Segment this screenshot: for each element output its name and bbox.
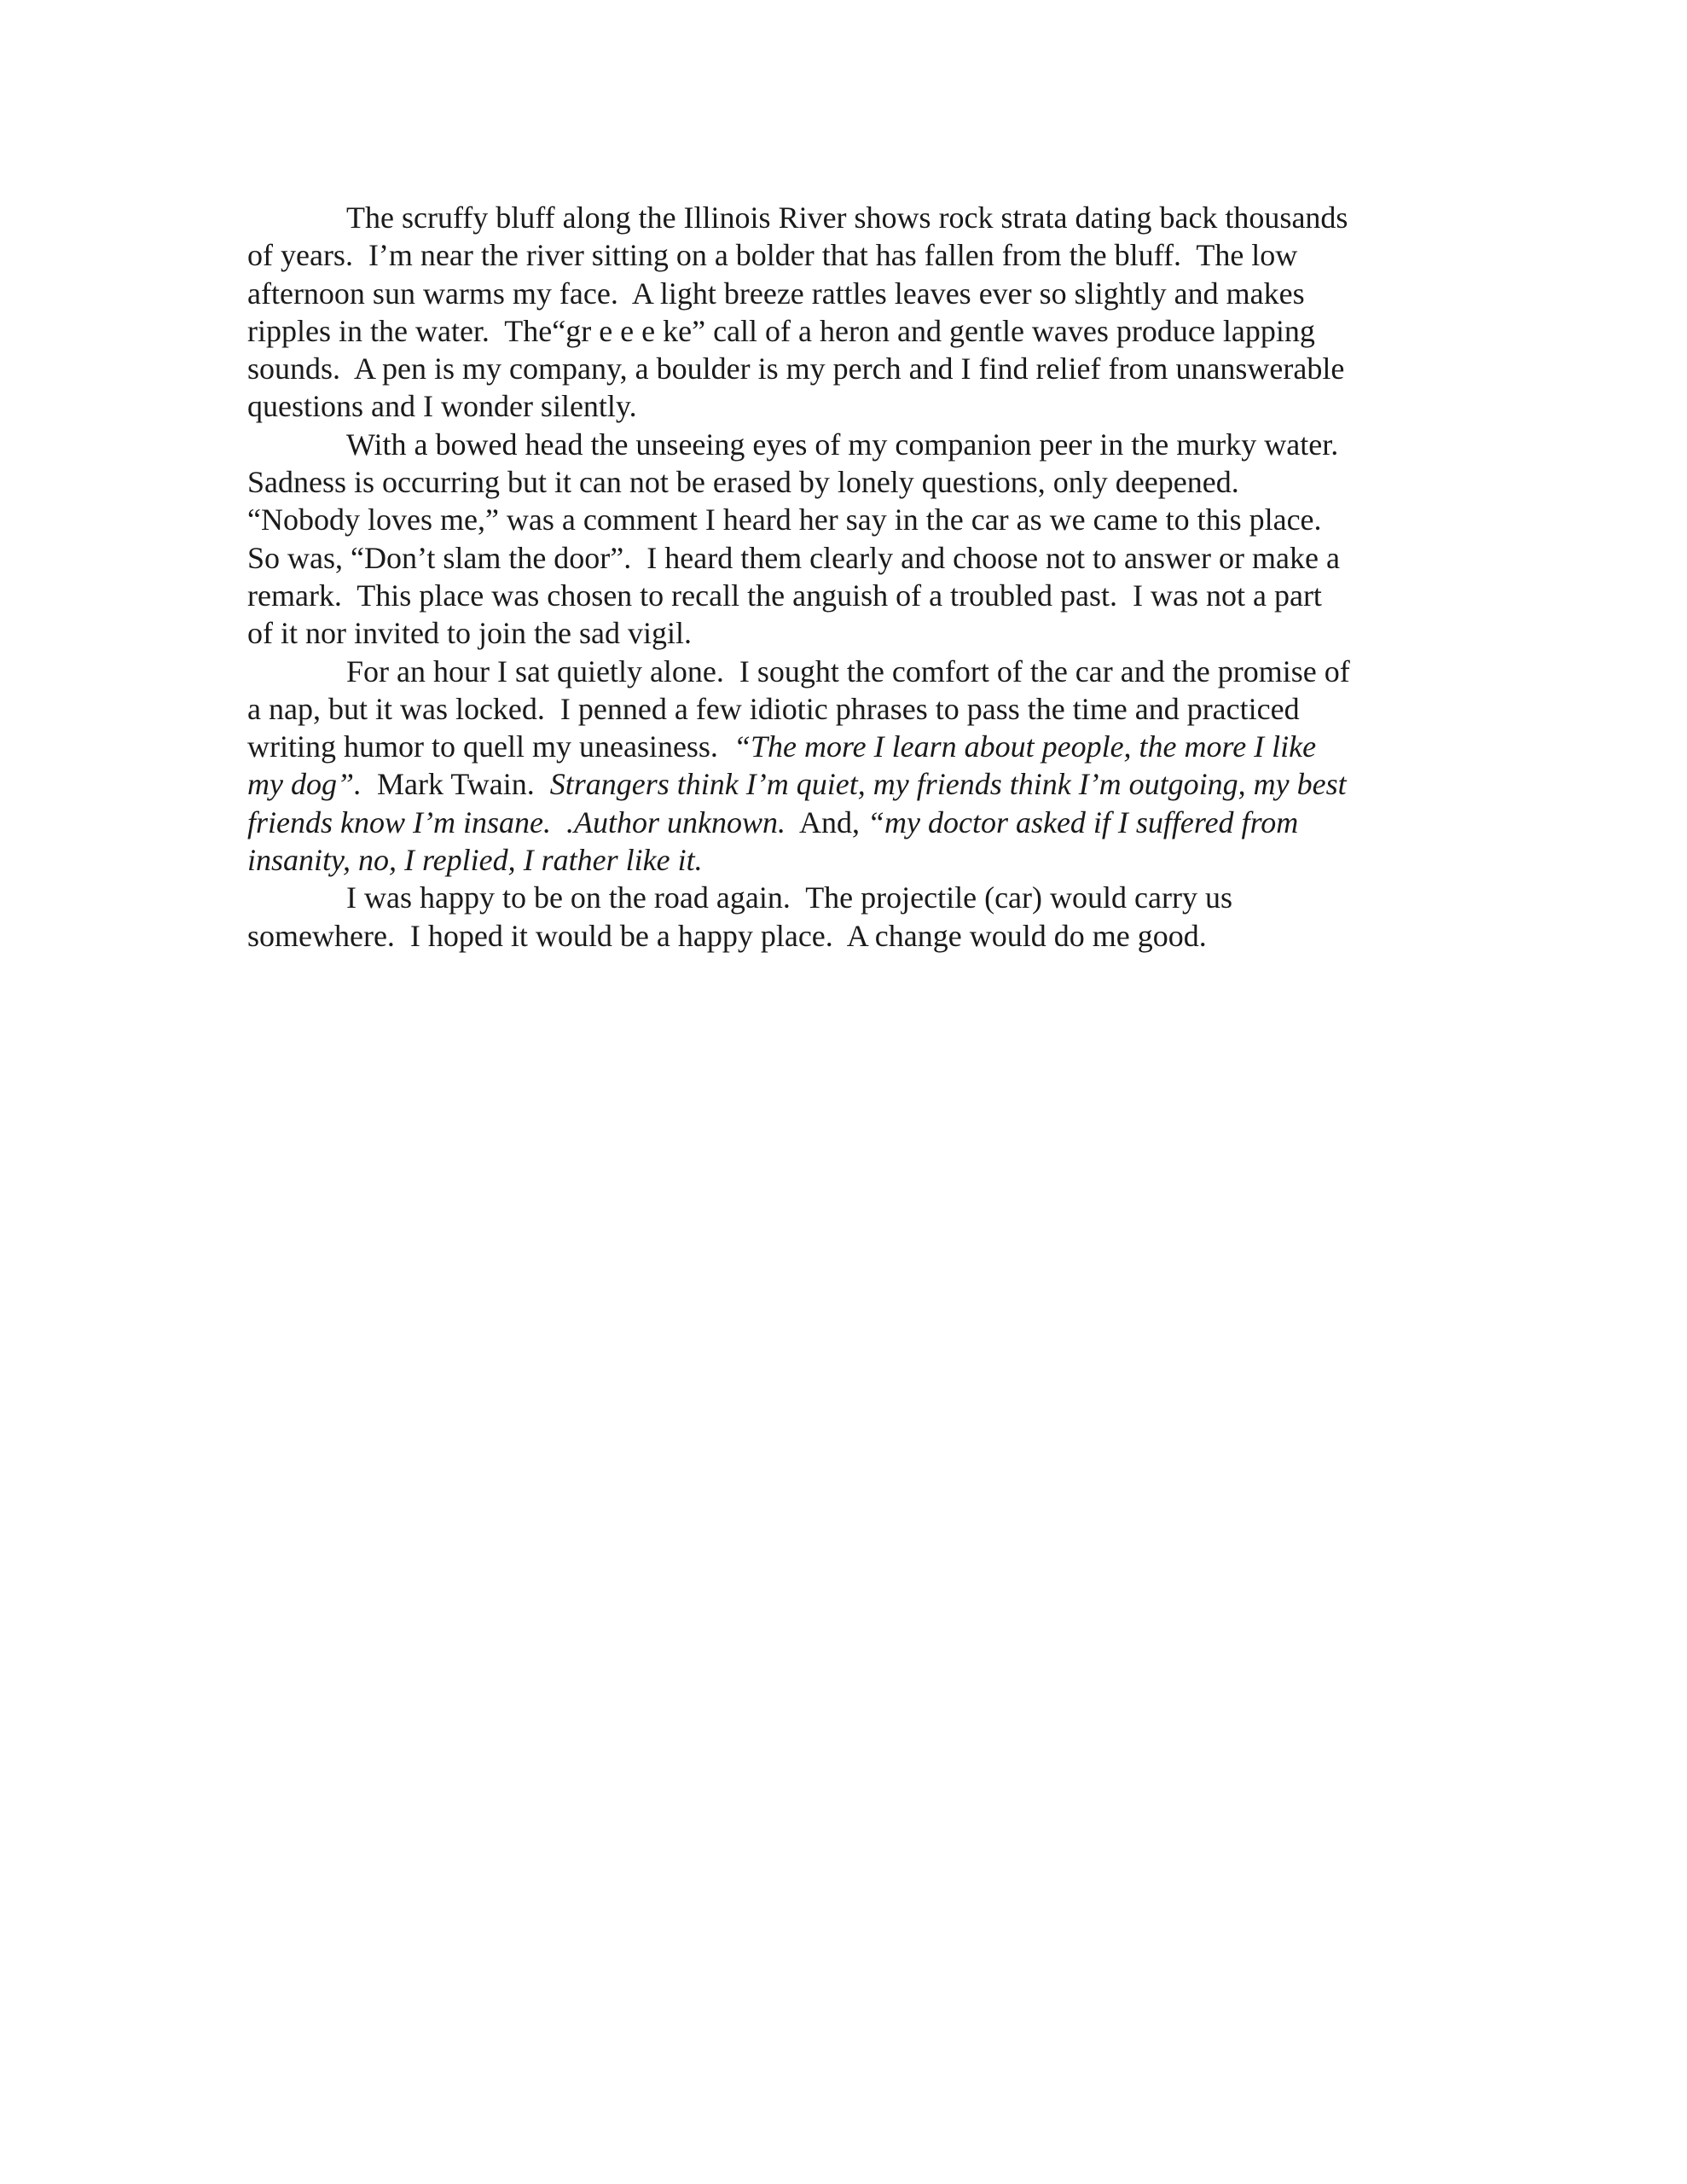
quote-twain: “The more I learn about people, the more I like [733, 729, 1317, 764]
paragraph-3 [247, 653, 1445, 880]
text-line: With a bowed head the unseeing eyes of my companion peer in the murky water. [346, 427, 1339, 462]
text-line: friends know I’m insane. .Author unknown. And, “my doctor asked if I suffered from [247, 804, 1299, 839]
text-line: afternoon sun warms my face. A light breeze rattles leaves ever so slightly and makes [247, 276, 1305, 311]
document-body [247, 199, 1445, 955]
text-line: ripples in the water. The“gr e e e ke” call of a heron and gentle waves produce lapping [247, 313, 1315, 348]
text-line: writing humor to quell my uneasiness. “The more I learn about people, the more I like [247, 729, 1317, 764]
text-line: Sadness is occurring but it can not be erased by lonely questions, only deepened. [247, 465, 1239, 500]
text-line: of it nor invited to join the sad vigil. [247, 616, 692, 651]
text-line: For an hour I sat quietly alone. I sought the comfort of the car and the promise of [346, 653, 1350, 688]
quote-twain-end: my dog”. [247, 767, 362, 802]
text-line: of years. I’m near the river sitting on a bolder that has fallen from the bluff. The low [247, 238, 1298, 273]
text-line: So was, “Don’t slam the door”. I heard them clearly and choose not to answer or make a [247, 540, 1340, 575]
text-line [247, 841, 1445, 879]
text-line: a nap, but it was locked. I penned a few idiotic phrases to pass the time and practiced [247, 691, 1300, 726]
text-line: “Nobody loves me,” was a comment I heard her say in the car as we came to this place. [247, 502, 1322, 537]
text-line: somewhere. I hoped it would be a happy place. A change would do me good. [247, 918, 1207, 953]
attribution-twain: Mark Twain. [362, 767, 550, 802]
text-line: I was happy to be on the road again. The projectile (car) would carry us [346, 880, 1232, 915]
text-line: questions and I wonder silently. [247, 389, 637, 424]
text-line [247, 765, 1445, 803]
quote-doctor: “my doctor asked if I suffered from [867, 804, 1299, 839]
quote-doctor-end: insanity, no, I replied, I rather like it. [247, 843, 703, 878]
text-line: The scruffy bluff along the Illinois River shows rock strata dating back thousands [346, 200, 1348, 235]
text-line: remark. This place was chosen to recall the anguish of a troubled past. I was not a part [247, 578, 1322, 613]
paragraph-2 [247, 426, 1445, 653]
text-line: sounds. A pen is my company, a boulder is my perch and I find relief from unanswerable [247, 351, 1345, 386]
quote-strangers: Strangers think I’m quiet, my friends think I’m outgoing, my best [549, 767, 1347, 802]
quote-strangers-end: friends know I’m insane. .Author unknown. [247, 804, 786, 839]
paragraph-4 [247, 879, 1445, 955]
paragraph-1 [247, 199, 1445, 426]
